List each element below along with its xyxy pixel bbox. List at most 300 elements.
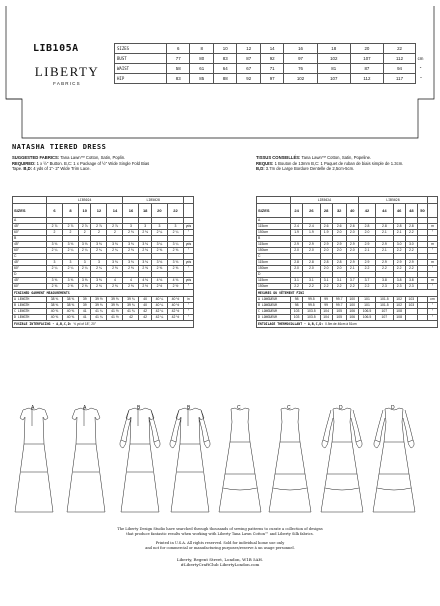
unit-cell: cm: [417, 56, 424, 61]
yardage-value: 2.2: [291, 284, 303, 290]
finished-measure-value: 102: [393, 303, 405, 309]
pattern-title: NATASHA TIERED DRESS: [12, 143, 107, 151]
measurement-row: [115, 54, 426, 64]
size-cell: 18: [139, 204, 151, 218]
yardage-value: 2.9: [376, 242, 393, 248]
yardage-label: 150cm: [257, 230, 291, 236]
yardage-value: 2.8: [376, 224, 393, 230]
measurement-label: WAIST: [115, 64, 167, 74]
yardage-label: 45": [13, 260, 47, 266]
unit-cell: in: [184, 297, 194, 303]
size-cell: 16: [284, 44, 317, 54]
yardage-value: 2.2: [376, 266, 393, 272]
yardage-value: 2 ¼: [47, 248, 63, 254]
yardage-value: 1.9: [320, 230, 332, 236]
interfacing-label: FUSIBLE INTERFACING - A,B,C,D:: [14, 321, 74, 326]
finished-measure-value: 41 ¾: [123, 309, 139, 315]
interfacing-cell: [13, 321, 194, 328]
fabric-fr-l3: 3.7m de Large Bordure Dentelle de 2,5cm-5cm.: [265, 166, 355, 172]
unit-cell: ": [184, 315, 194, 321]
unit-cell: ": [184, 230, 194, 236]
unit-cell: yds: [184, 260, 194, 266]
finished-measure-value: 42 ½: [167, 315, 183, 321]
yardage-value: 2.0: [332, 248, 346, 254]
size-cell: 8: [190, 44, 213, 54]
finished-measure-value: 99: [320, 303, 332, 309]
unit-cell: ": [428, 266, 438, 272]
finished-measure-value: 39 ⅝: [107, 297, 123, 303]
yardage-label: 45": [13, 224, 47, 230]
measurement-value: 83: [167, 74, 190, 84]
yardage-value: 2 ⅞: [79, 224, 91, 230]
yardage-value: 2 ⅜: [123, 266, 139, 272]
finished-measure-value: 102: [393, 297, 405, 303]
finished-measure-value: 41: [79, 315, 91, 321]
finished-measure-value: 38 ⅝: [63, 297, 79, 303]
finished-measure-value: 40 ½: [167, 297, 183, 303]
yardage-value: 2 ¼: [91, 248, 107, 254]
finished-measure-value: 108: [393, 315, 405, 321]
yardage-value: 2 ½: [151, 284, 167, 290]
fabric-en-l3: Tape.: [12, 166, 23, 172]
yardage-label: C: [13, 254, 47, 260]
yardage-value: 3 ⅛: [47, 242, 63, 248]
unit-cell: ": [419, 76, 422, 81]
yardage-label: 60": [13, 230, 47, 236]
finished-measure-value: 39 ¾: [123, 297, 139, 303]
yardage-label: 60": [13, 266, 47, 272]
finished-measure-value: 101: [358, 297, 375, 303]
sizes-row: [13, 204, 194, 218]
finished-measure-value: 42: [139, 315, 151, 321]
unit-cell: ": [184, 248, 194, 254]
size-cell: [416, 44, 426, 54]
yardage-value: 2.9: [393, 260, 405, 266]
yardage-value: 2 ¼: [151, 230, 167, 236]
yardage-value: 2.6: [320, 224, 332, 230]
yardage-label: C: [257, 254, 291, 260]
sketch-view-label: C: [287, 405, 291, 411]
measurement-value: 94: [384, 64, 416, 74]
yardage-value: 2 ½: [139, 284, 151, 290]
yardage-value: 3 ⅜: [79, 278, 91, 284]
measurement-value: 102: [317, 54, 350, 64]
yardage-value: 2.0: [358, 230, 375, 236]
fabric-en-l3b: 4 yds of 1"- 2" Wide Trim Lace.: [33, 166, 91, 172]
footer-line-5: Liberty, Regent Street, London, W1B 5AH.: [176, 557, 264, 562]
measurement-value: 87: [237, 54, 260, 64]
yardage-value: 2.9: [358, 242, 375, 248]
yardage-value: 2 ¼: [63, 248, 79, 254]
unit-cell: ": [184, 284, 194, 290]
finished-measure-label: B LONGUEUR: [257, 303, 291, 309]
group-a-label: LIB502A: [291, 197, 359, 204]
size-cell: 12: [237, 44, 260, 54]
finished-measure-value: 105: [332, 315, 346, 321]
yardage-value: 2 ⅞: [107, 224, 123, 230]
footer-line-3: Printed in U.S.A. All rights reserved. Sold for individual home use only: [155, 541, 285, 545]
finished-measure-value: 40 ¼: [151, 297, 167, 303]
banner-row: [257, 290, 438, 297]
yardage-value: 2 ⅜: [47, 284, 63, 290]
fabric-en-l2: 1 x ½" Button. B,C: 1 x Package of ½" Wide Single Fold Bias: [36, 160, 150, 166]
measurement-value: 87: [350, 64, 383, 74]
footer-line-4: and not for commercial or manufacturing purposes/reserve à un usage personnel.: [145, 546, 295, 550]
yardage-value: 2 ¼: [91, 266, 107, 272]
yardage-label: 150cm: [257, 266, 291, 272]
finished-measure-label: A LONGUEUR: [257, 297, 291, 303]
yardage-value: 4: [123, 278, 139, 284]
finished-measure-label: D LONGUEUR: [257, 315, 291, 321]
yardage-value: 3.7: [358, 278, 375, 284]
yardage-value: 4 ⅛: [167, 278, 183, 284]
yardage-value: 4 ⅛: [151, 278, 167, 284]
group-header-row: [13, 197, 194, 204]
sizes-label: SIZES: [13, 204, 47, 218]
yardage-value: 2.2: [358, 284, 375, 290]
yardage-value: 2 ⅞: [47, 224, 63, 230]
yardage-value: 2.8: [358, 224, 375, 230]
finished-measure-label: A LENGTH: [13, 297, 47, 303]
yardage-label: B: [257, 236, 291, 242]
size-cell: 6: [47, 204, 63, 218]
finished-measure-value: 42: [139, 309, 151, 315]
yardage-value: 3 ¼: [151, 242, 167, 248]
yardage-value: 2.8: [332, 260, 346, 266]
size-cell: 32: [332, 204, 346, 218]
measurement-value: 81: [317, 64, 350, 74]
unit-cell: ": [184, 303, 194, 309]
size-cell: 6: [167, 44, 190, 54]
yardage-value: 3.1: [303, 278, 320, 284]
measurement-row: [115, 64, 426, 74]
yardage-label: 150cm: [257, 248, 291, 254]
finished-measure-value: 38 ⅝: [63, 303, 79, 309]
yardage-value: 1.9: [291, 230, 303, 236]
size-cell: 14: [260, 44, 283, 54]
finished-measure-label: C LENGTH: [13, 309, 47, 315]
finished-measure-value: 103: [405, 297, 417, 303]
finished-measure-value: 98: [291, 297, 303, 303]
brand-logo: [30, 64, 104, 86]
size-cell: 24: [291, 204, 303, 218]
finished-measure-value: 99: [320, 297, 332, 303]
yardage-value: 2.9: [320, 242, 332, 248]
yardage-value: 2.9: [346, 260, 358, 266]
yardage-value: 3: [139, 224, 151, 230]
yardage-value: 2.0: [303, 266, 320, 272]
yardage-value: 2 ⅜: [123, 284, 139, 290]
yardage-value: 3 ⅛: [91, 242, 107, 248]
finished-measure-value: 40: [139, 297, 151, 303]
finished-measure-label: B LENGTH: [13, 303, 47, 309]
yardage-value: 3: [91, 260, 107, 266]
finished-measure-value: 99.5: [303, 303, 320, 309]
finished-measure-value: 107: [376, 315, 393, 321]
finished-measure-value: 39 ½: [91, 297, 107, 303]
unit-cell: yds: [184, 242, 194, 248]
sketch-view-label: D: [391, 405, 395, 411]
measurement-value: 112: [384, 54, 416, 64]
yardage-value: 2.8: [303, 260, 320, 266]
yardage-value: 3 ⅜: [91, 278, 107, 284]
yardage-value: 3: [151, 224, 167, 230]
yardage-value: 2 ⅜: [107, 266, 123, 272]
unit-cell: m: [428, 242, 438, 248]
measurement-value: 97: [260, 74, 283, 84]
finished-measure-value: 103: [405, 303, 417, 309]
size-cell: 18: [317, 44, 350, 54]
fabric-requirements-en: [12, 155, 217, 172]
yardage-value: 1.9: [303, 230, 320, 236]
unit-cell: ": [184, 309, 194, 315]
measurement-value: 71: [260, 64, 283, 74]
section-banner: FINISHED GARMENT MEASUREMENTS: [13, 290, 194, 297]
measurement-value: 97: [284, 54, 317, 64]
yardage-value: 2 ⅜: [139, 266, 151, 272]
yardage-value: 2.2: [346, 284, 358, 290]
finished-measure-value: 40 ⅝: [63, 315, 79, 321]
yardage-value: 2: [63, 230, 79, 236]
finished-measure-value: 41 ½: [107, 309, 123, 315]
size-cell: 42: [358, 204, 375, 218]
yardage-value: 2.0: [346, 248, 358, 254]
finished-measure-value: 42 ½: [167, 309, 183, 315]
yardage-value: 2 ⅜: [79, 284, 91, 290]
yardage-value: 2 ¼: [79, 266, 91, 272]
finished-measure-value: 38 ⅜: [47, 297, 63, 303]
finished-measure-value: 41 ¼: [91, 309, 107, 315]
yardage-value: 2 ⅞: [63, 224, 79, 230]
yardage-value: 3 ⅛: [123, 260, 139, 266]
yardage-value: 2.9: [303, 242, 320, 248]
unit-cell: ": [419, 66, 422, 71]
yardage-value: 2 ⅜: [167, 266, 183, 272]
measurement-value: 77: [167, 54, 190, 64]
yardage-value: 3.7: [346, 278, 358, 284]
size-cell: 26: [303, 204, 320, 218]
measurement-value: 80: [190, 54, 213, 64]
pattern-code: LIB105A: [33, 43, 79, 54]
size-header-row: [115, 44, 426, 54]
yardage-value: 2.6: [332, 224, 346, 230]
interfacing-row: [257, 321, 438, 328]
yardage-label: 60": [13, 284, 47, 290]
unit-cell: ": [428, 309, 438, 315]
unit-cell: ": [428, 303, 438, 309]
group-b-label: LIB5028: [123, 197, 184, 204]
measurement-value: 102: [284, 74, 317, 84]
blank-cell: [184, 197, 194, 204]
section-banner: MESURES DU VÊTEMENT FINI: [257, 290, 438, 297]
fabric-en-l3-label: B,D:: [23, 166, 33, 172]
footer-line-1: The Liberty Design Studio have searched through thousands of sewing patterns to curate a collection of designs: [117, 527, 323, 531]
footer-line-2: that produce fantastic results when working with Liberty Tana Lawn Cotton™ and Liberty Silk fabrics.: [126, 532, 314, 536]
yardage-value: 3.8: [376, 278, 393, 284]
measurement-value: 117: [384, 74, 416, 84]
yardage-value: 3.0: [393, 242, 405, 248]
finished-measure-value: 103: [291, 315, 303, 321]
yardage-value: 2 ⅜: [151, 248, 167, 254]
unit-cell: ": [428, 315, 438, 321]
footer: [20, 527, 420, 567]
unit-cell: ": [428, 248, 438, 254]
size-cell: 14: [107, 204, 123, 218]
yardage-label: 60": [13, 248, 47, 254]
yardage-label: 115cm: [257, 260, 291, 266]
yardage-value: 3: [123, 224, 139, 230]
yardage-value: 2 ⅛: [139, 248, 151, 254]
garment-sketches: [0, 400, 440, 518]
finished-measure-value: 99.5: [303, 297, 320, 303]
yardage-value: 2.9: [376, 260, 393, 266]
measurement-value: 58: [167, 64, 190, 74]
measurement-value: 107: [350, 54, 383, 64]
measurement-value: 85: [190, 74, 213, 84]
yardage-value: 2 ⅜: [151, 266, 167, 272]
yardage-value: 3.1: [332, 278, 346, 284]
finished-measure-value: 40 ⅝: [63, 309, 79, 315]
yardage-value: 2.0: [303, 248, 320, 254]
finished-measure-value: 101: [358, 303, 375, 309]
finished-measure-value: 106: [346, 315, 358, 321]
unit-cell: m: [428, 260, 438, 266]
finished-measure-value: 99.7: [332, 303, 346, 309]
yardage-value: 2.8: [393, 224, 405, 230]
yardage-value: 2 ⅜: [167, 248, 183, 254]
yardage-value: 2.1: [346, 266, 358, 272]
yardage-value: 3.8: [393, 278, 405, 284]
yardage-value: 2.0: [291, 248, 303, 254]
yardage-value: 2.3: [376, 284, 393, 290]
yardage-label: D: [257, 272, 291, 278]
fabric-fr-l2-label: REQUIS:: [256, 160, 274, 166]
yardage-label: A: [257, 218, 291, 224]
unit-cell: ": [428, 284, 438, 290]
finished-measure-value: 98: [291, 303, 303, 309]
finished-measure-value: 40: [139, 303, 151, 309]
size-cell: 44: [376, 204, 393, 218]
yardage-value: 2.8: [405, 224, 417, 230]
yardage-value: 2.0: [332, 266, 346, 272]
yardage-value: 3: [167, 224, 183, 230]
yardage-label: 45": [13, 242, 47, 248]
yardage-label: 115cm: [257, 242, 291, 248]
sketch-view-label: A: [83, 405, 87, 411]
finished-measure-value: 39 ⅝: [107, 303, 123, 309]
unit-cell: m: [428, 224, 438, 230]
finished-measure-value: 41 ¼: [91, 315, 107, 321]
measurement-value: 76: [284, 64, 317, 74]
measurement-value: 83: [213, 54, 236, 64]
finished-measure-value: 41 ½: [107, 315, 123, 321]
yardage-value: 2 ¼: [167, 230, 183, 236]
yardage-value: 4 ⅛: [139, 278, 151, 284]
size-cell: 12: [91, 204, 107, 218]
sizes-row: [257, 204, 438, 218]
unit-cell: cm: [428, 297, 438, 303]
finished-measure-value: 100: [346, 303, 358, 309]
banner-row: [13, 290, 194, 297]
finished-measure-value: 100: [346, 297, 358, 303]
finished-measure-value: 39 ¾: [123, 303, 139, 309]
yardage-value: 2.0: [332, 230, 346, 236]
blank-cell: [257, 197, 291, 204]
size-cell: 20: [350, 44, 383, 54]
finished-measure-value: 39: [79, 303, 91, 309]
unit-cell: yds: [184, 224, 194, 230]
yardage-value: 2.2: [393, 248, 405, 254]
yardage-value: 3 ¼: [167, 242, 183, 248]
yardage-value: 2.2: [358, 266, 375, 272]
yardage-value: 2.2: [405, 230, 417, 236]
yardage-value: 2.2: [405, 248, 417, 254]
yardage-value: 2: [47, 230, 63, 236]
measurement-value: 88: [213, 74, 236, 84]
yardage-value: 2.2: [320, 284, 332, 290]
finished-measure-value: 41: [79, 309, 91, 315]
yardage-value: 2: [107, 230, 123, 236]
brand-sub: FABRICS: [53, 81, 81, 86]
finished-measure-value: 104: [320, 309, 332, 315]
group-b-label: LIB5028: [358, 197, 427, 204]
yardage-label: 115cm: [257, 278, 291, 284]
interfacing-cell: [257, 321, 438, 328]
finished-measure-value: 105: [332, 309, 346, 315]
measurement-value: 92: [260, 54, 283, 64]
sketch-view-label: B: [137, 405, 141, 411]
yardage-value: 2 ⅛: [123, 248, 139, 254]
finished-measure-value: 103.5: [303, 309, 320, 315]
size-cell: 10: [79, 204, 91, 218]
yardage-label: D: [13, 272, 47, 278]
yardage-value: 3 ⅛: [139, 260, 151, 266]
unit-cell: yds: [184, 278, 194, 284]
blank-cell: [428, 197, 438, 204]
brand-name: LIBERTY: [34, 64, 100, 79]
yardage-value: 2.9: [346, 242, 358, 248]
measurement-row: [115, 74, 426, 84]
yardage-value: 2 ½: [167, 284, 183, 290]
yardage-value: 2.0: [320, 266, 332, 272]
finished-measure-value: 103: [291, 309, 303, 315]
size-cell: 16: [123, 204, 139, 218]
measurement-value: 67: [237, 64, 260, 74]
group-a-label: LIB5024: [47, 197, 123, 204]
finished-measure-value: 106: [346, 309, 358, 315]
yardage-value: 3 ⅛: [79, 242, 91, 248]
finished-measure-value: 42: [123, 315, 139, 321]
yardage-value: 2 ⅞: [91, 224, 107, 230]
yardage-value: 2 ⅛: [123, 230, 139, 236]
measurement-value: 112: [350, 74, 383, 84]
finished-measure-value: 40 ⅝: [47, 309, 63, 315]
sketch-view-label: A: [31, 405, 35, 411]
yardage-value: 2.1: [393, 230, 405, 236]
measurement-label: HIP: [115, 74, 167, 84]
sketch-view-label: D: [339, 405, 343, 411]
yardage-value: 2.0: [320, 248, 332, 254]
measurement-value: 61: [190, 64, 213, 74]
imperial-yardage-table: [12, 196, 194, 328]
yardage-value: 2 ⅛: [139, 230, 151, 236]
yardage-value: 3.1: [291, 278, 303, 284]
yardage-value: 2.9: [291, 242, 303, 248]
size-cell: 48: [405, 204, 417, 218]
measurement-value: 107: [317, 74, 350, 84]
yardage-value: 2.4: [303, 224, 320, 230]
size-cell: 10: [213, 44, 236, 54]
